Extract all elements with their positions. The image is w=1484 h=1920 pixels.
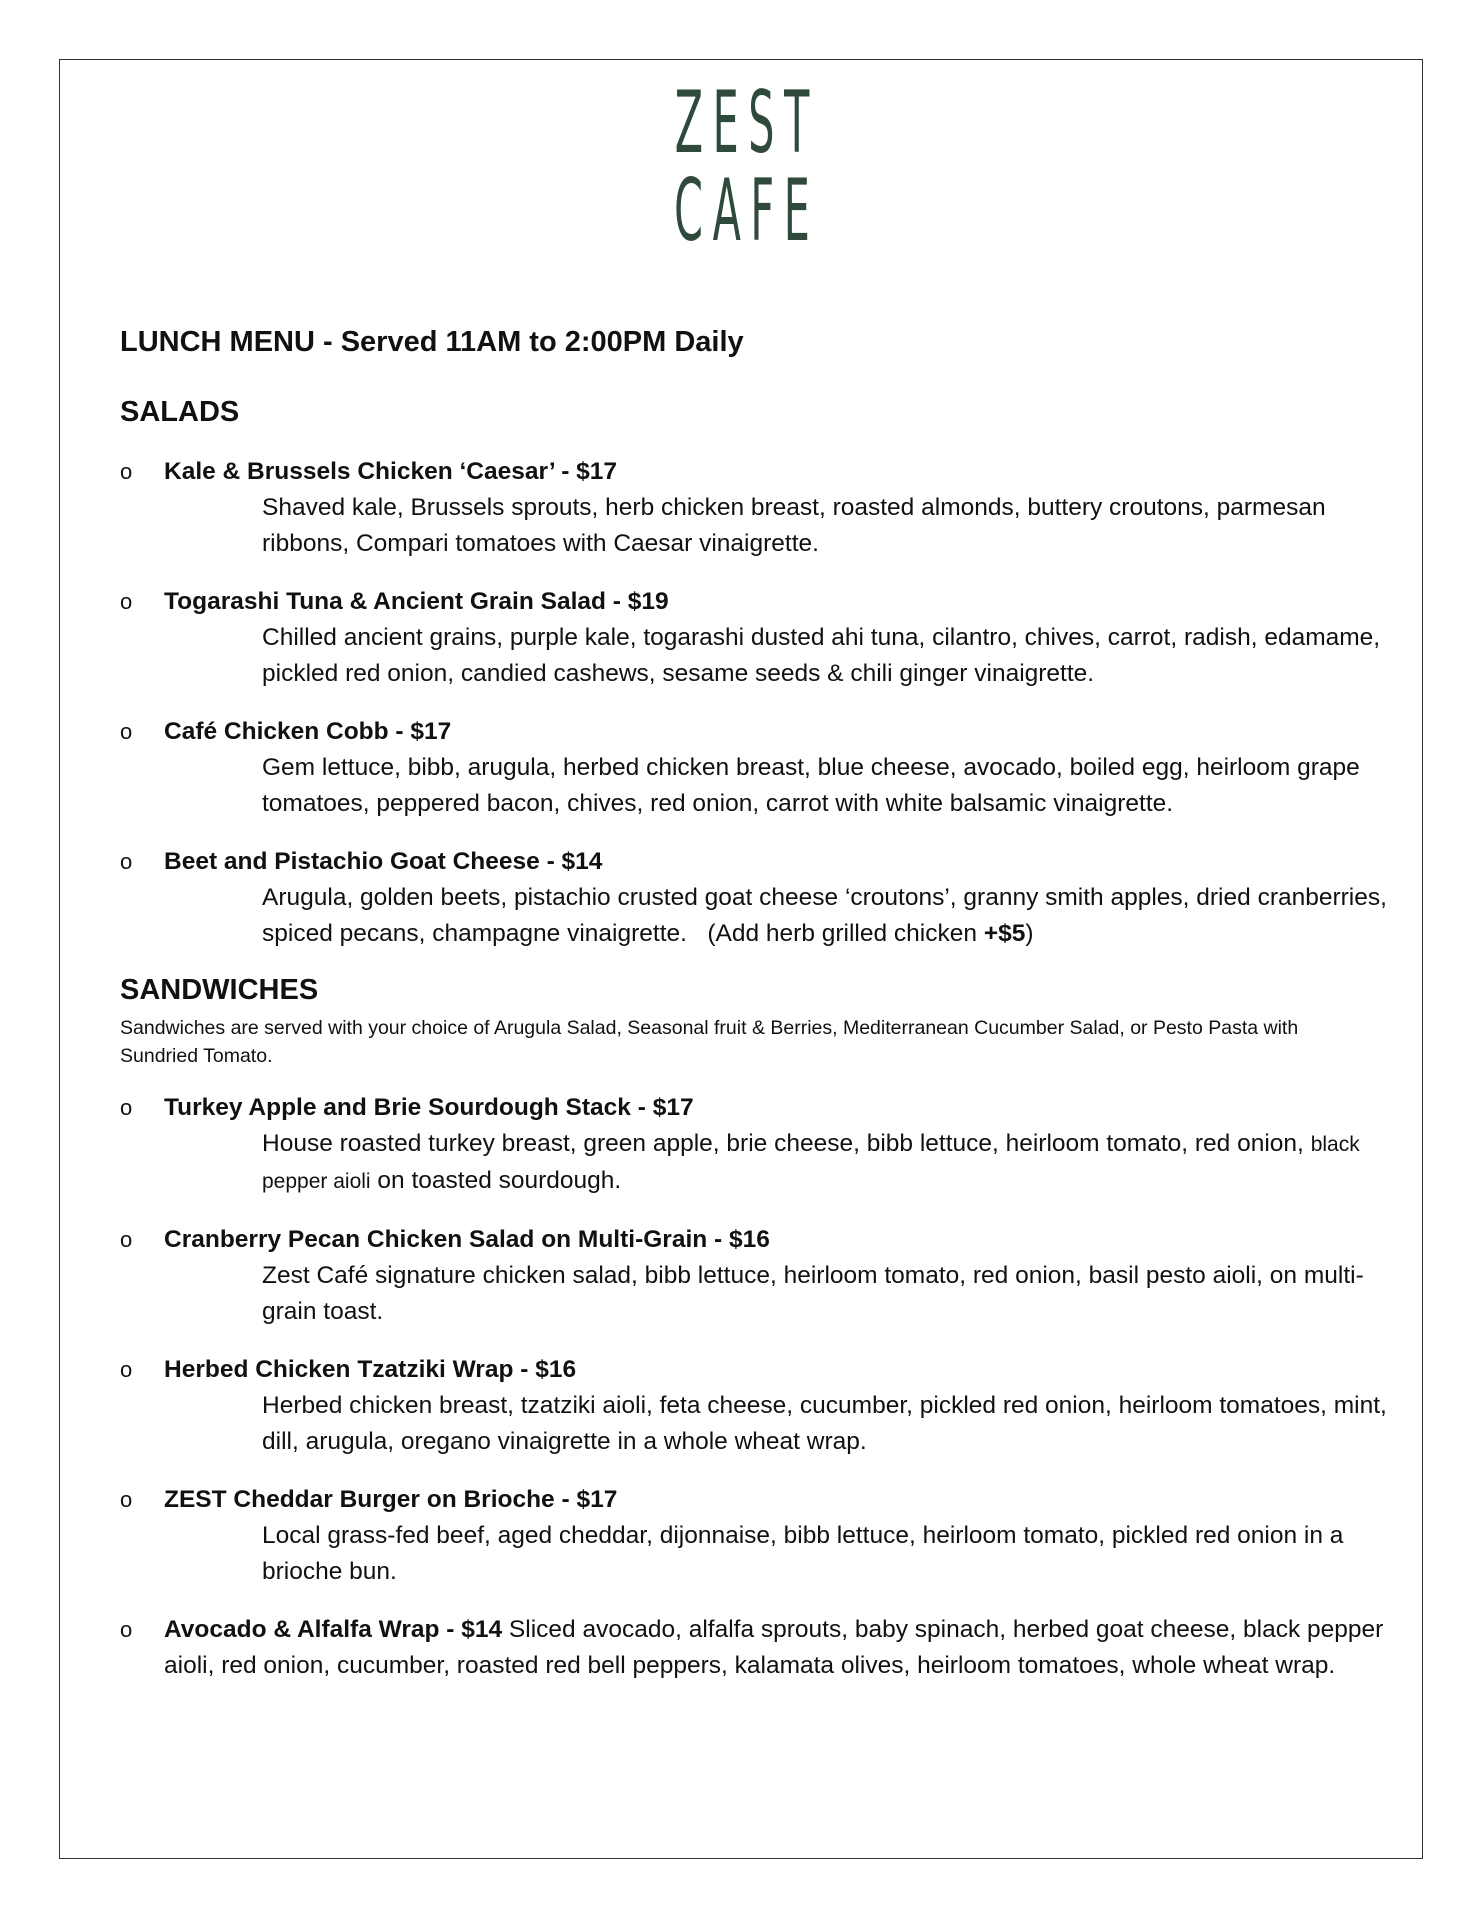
item-title: Herbed Chicken Tzatziki Wrap - $16 <box>164 1356 577 1383</box>
bullet-marker: o <box>120 719 133 744</box>
zest-cafe-logo <box>0 73 1484 261</box>
addon-prefix: (Add herb grilled chicken <box>707 920 984 947</box>
item-description: Local grass-fed beef, aged cheddar, dijonnaise, bibb lettuce, heirloom tomato, pickled red onion in a brioche bun. <box>262 1522 1344 1585</box>
item-title: Avocado & Alfalfa Wrap - $14 <box>164 1616 503 1643</box>
item-title: Café Chicken Cobb - $17 <box>164 718 452 745</box>
item-description: Chilled ancient grains, purple kale, togarashi dusted ahi tuna, cilantro, chives, carrot, radish, edamame, pickled red onion, candied cashews, sesame seeds & chili ginger vinaigrette. <box>262 624 1381 687</box>
item-inline-entry <box>164 1612 1404 1684</box>
item-title: Togarashi Tuna & Ancient Grain Salad - $19 <box>164 588 669 615</box>
menu-item-beet-pistachio <box>120 844 1400 952</box>
logo-line-cafe: CAFE <box>674 161 820 261</box>
menu-item-cheddar-burger <box>120 1482 1400 1590</box>
bullet-marker: o <box>120 1617 133 1642</box>
menu-item-kale-caesar <box>120 454 1400 562</box>
menu-item-turkey-brie <box>120 1090 1400 1200</box>
item-title: ZEST Cheddar Burger on Brioche - $17 <box>164 1486 618 1513</box>
menu-item-cafe-cobb <box>120 714 1400 822</box>
sandwiches-note: Sandwiches are served with your choice of Arugula Salad, Seasonal fruit & Berries, Mediterranean Cucumber Salad, or Pesto Pasta with Sundried Tomato. <box>120 1017 1299 1067</box>
bullet-marker: o <box>120 849 133 874</box>
item-title: Cranberry Pecan Chicken Salad on Multi-Grain - $16 <box>164 1226 770 1253</box>
sandwiches-heading: SANDWICHES <box>120 974 319 1006</box>
item-description: Herbed chicken breast, tzatziki aioli, feta cheese, cucumber, pickled red onion, heirloom tomatoes, mint, dill, arugula, oregano vinaigrette in a whole wheat wrap. <box>262 1392 1387 1455</box>
menu-item-togarashi-tuna <box>120 584 1400 692</box>
menu-content <box>120 322 1400 1684</box>
item-title: Turkey Apple and Brie Sourdough Stack - $17 <box>164 1094 694 1121</box>
bullet-marker: o <box>120 1487 133 1512</box>
menu-item-cranberry-pecan <box>120 1222 1400 1330</box>
item-description: Shaved kale, Brussels sprouts, herb chicken breast, roasted almonds, buttery croutons, parmesan ribbons, Compari tomatoes with Caesar vinaigrette. <box>262 494 1326 557</box>
menu-heading: LUNCH MENU - Served 11AM to 2:00PM Daily <box>120 326 744 358</box>
item-description: Zest Café signature chicken salad, bibb lettuce, heirloom tomato, red onion, basil pesto aioli, on multi-grain toast. <box>262 1262 1364 1325</box>
item-description-text: Arugula, golden beets, pistachio crusted goat cheese ‘croutons’, granny smith apples, dried cranberries, spiced pecans, champagne vinaigrette. <box>262 884 1387 947</box>
item-description-small: black pepper aioli <box>262 1133 1360 1193</box>
bullet-marker: o <box>120 589 133 614</box>
menu-item-tzatziki-wrap <box>120 1352 1400 1460</box>
item-description-part-a: House roasted turkey breast, green apple, brie cheese, bibb lettuce, heirloom tomato, red onion, <box>262 1130 1304 1157</box>
item-description: Sliced avocado, alfalfa sprouts, baby spinach, herbed goat cheese, black pepper aioli, red onion, cucumber, roasted red bell peppers, kalamata olives, heirloom tomatoes, whole wheat wrap. <box>164 1616 1384 1679</box>
bullet-marker: o <box>120 1227 133 1252</box>
bullet-marker: o <box>120 459 133 484</box>
item-title: Kale & Brussels Chicken ‘Caesar’ - $17 <box>164 458 618 485</box>
salads-heading: SALADS <box>120 396 240 428</box>
menu-item-avocado-wrap <box>120 1612 1400 1684</box>
item-title: Beet and Pistachio Goat Cheese - $14 <box>164 848 603 875</box>
logo-line-zest: ZEST <box>674 73 819 173</box>
addon-suffix: ) <box>1025 920 1034 947</box>
item-description <box>262 880 1402 952</box>
bullet-marker: o <box>120 1357 133 1382</box>
addon-price: +$5 <box>983 920 1026 947</box>
item-description: Gem lettuce, bibb, arugula, herbed chicken breast, blue cheese, avocado, boiled egg, heirloom grape tomatoes, peppered bacon, chives, red onion, carrot with white balsamic vinaigrette. <box>262 754 1360 817</box>
item-description-part-b: on toasted sourdough. <box>377 1167 622 1194</box>
item-description <box>262 1126 1402 1200</box>
bullet-marker: o <box>120 1095 133 1120</box>
